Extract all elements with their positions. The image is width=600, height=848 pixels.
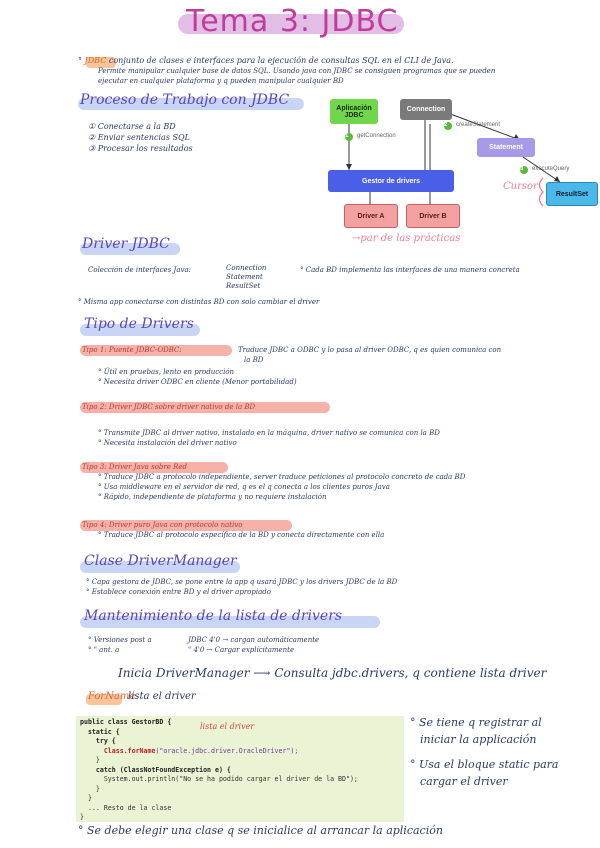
code-text-5: } — [80, 756, 100, 764]
code-text-1: public class GestorBD { — [80, 718, 172, 726]
code-text-11: } — [80, 813, 84, 821]
mant-heading: Mantenimiento de la lista de drivers — [84, 608, 343, 624]
driver-jdbc-note: ° Misma app conectarse con distintas BD con solo cambiar el driver — [78, 298, 320, 306]
statement-box: Statement — [477, 138, 535, 157]
code-text-7: System.out.println("No se ha podido cargar el driver de la BD"); — [80, 775, 358, 783]
mant-row1-b: JDBC 4'0 → cargan automáticamente — [188, 636, 320, 644]
code-text-8: } — [80, 784, 100, 793]
code-forname: Class.forName — [80, 746, 156, 755]
driver-a-box: Driver A — [344, 204, 398, 228]
code-line-3 — [80, 737, 400, 747]
tipo3-bullet-2: ° Usa middleware en el servidor de red, q es el q conecta a los clientes puros Java — [98, 483, 390, 491]
proceso-step-3: ③ Procesar los resultados — [88, 144, 193, 153]
gestor-box: Gestor de drivers — [328, 170, 454, 192]
driver-jdbc-iface-3: ResultSet — [226, 282, 261, 290]
driver-jdbc-iface-2: Statement — [226, 273, 263, 281]
arrow2-label: createStatement — [456, 122, 501, 128]
tipo4-bullet-1: ° Traduce JDBC al protocolo específico de la BD y conecta directamente con ella — [98, 531, 385, 539]
note-2b: cargar el driver — [420, 775, 508, 788]
app-box: Aplicación JDBC — [330, 99, 378, 124]
code-block — [76, 716, 404, 822]
code-annotation: lista el driver — [200, 722, 255, 731]
resultset-box: ResultSet — [546, 182, 598, 206]
tipo4-title: Tipo 4: Driver puro Java con protocolo nativo — [82, 521, 243, 529]
page-title: Tema 3: JDBC — [186, 4, 399, 39]
arrow1-num: 1 — [345, 133, 349, 139]
code-line-6 — [80, 766, 400, 776]
tipo2-bullet-1: ° Transmite JDBC al driver nativo, instalado en la máquina, driver nativo se comunica con la BD — [98, 429, 440, 437]
intro-term: JDBC — [84, 56, 107, 65]
code-text-9: } — [80, 794, 92, 802]
tipo1-text2: la BD — [244, 356, 264, 364]
tipo3-bullet-1: ° Traduce JDBC a protocolo independiente, server traduce peticiones al protocolo concreto de cada BD — [98, 473, 466, 481]
tipo3-title: Tipo 3: Driver Java sobre Red — [82, 463, 187, 471]
driver-jdbc-col3: ° Cada BD implementa las interfaces de una manera concreta — [300, 266, 520, 274]
code-line-10 — [80, 804, 400, 814]
note-1: ° Se tiene q registrar al — [410, 716, 542, 729]
note-1b: iniciar la applicación — [420, 733, 537, 746]
intro-line3: ejecutar en cualquier plataforma y q pueden manipular cualquier BD — [98, 77, 344, 85]
cursor-brace — [540, 178, 544, 206]
driver-jdbc-heading: Driver JDBC — [82, 236, 170, 252]
diagram-arrows — [0, 0, 600, 260]
code-text-10: ... Resto de la clase — [80, 803, 172, 812]
arrow3-label: executeQuery — [532, 166, 570, 172]
forname-label: ForName — [88, 691, 136, 702]
note-2: ° Usa el bloque static para — [410, 758, 559, 771]
tipo1-bullet-1: ° Útil en pruebas, lento en producción — [98, 368, 235, 376]
code-line-7 — [80, 775, 400, 785]
driver-b-box: Driver B — [406, 204, 460, 228]
forname-text: lista el driver — [128, 691, 196, 702]
final-note: ° Se debe elegir una clase q se inicialice al arrancar la aplicación — [78, 824, 443, 837]
intro-line1: conjunto de clases e interfaces para la ejecución de consultas SQL en el CLI de Java. — [108, 56, 454, 65]
code-line-5 — [80, 756, 400, 766]
code-text-4: ("oracle.jdbc.driver.OracleDriver"); — [155, 746, 299, 755]
code-line-8 — [80, 785, 400, 795]
mant-row1-a: ° Versiones post a — [88, 636, 152, 644]
driver-jdbc-iface-1: Connection — [226, 264, 267, 272]
driver-jdbc-col1: Colección de interfaces Java: — [88, 266, 191, 274]
tipo2-title: Tipo 2: Driver JDBC sobre driver nativo de la BD — [82, 403, 256, 411]
clase-bullet-1: ° Capa gestora de JDBC, se pone entre la app q usará JDBC y los drivers JDBC de la BD — [86, 578, 398, 586]
intro-line2: Permite manipular cualquier base de datos SQL. Usando java con JDBC se consiguen programas que se pueden — [98, 67, 496, 75]
tipo1-bullet-2: ° Necesita driver ODBC en cliente (Menor portabilidad) — [98, 378, 297, 386]
code-line-4 — [80, 747, 400, 757]
code-line-9 — [80, 794, 400, 804]
clase-bullet-2: ° Establece conexión entre BD y el driver apropiado — [86, 588, 271, 596]
connection-box: Connection — [400, 99, 452, 120]
code-text-3: try { — [80, 737, 116, 745]
cursor-note: Cursor — [503, 181, 538, 192]
arrow3-num: 3 — [520, 166, 524, 172]
inicia-line: Inicia DriverManager ⟶ Consulta jdbc.drivers, q contiene lista driver — [118, 666, 547, 680]
pair-note: →par de las prácticas — [352, 233, 461, 244]
code-text-2: static { — [80, 727, 120, 736]
proceso-step-2: ② Enviar sentencias SQL — [88, 133, 190, 142]
intro-bullet: ° JDBC conjunto de clases e interfaces para la ejecución de consultas SQL en el CLI de Java. — [78, 56, 454, 65]
code-text-6: catch (ClassNotFoundException e) { — [80, 765, 231, 774]
arrow1-label: getConnection — [357, 133, 396, 139]
proceso-heading: Proceso de Trabajo con JDBC — [80, 92, 290, 108]
tipo1-title: Tipo 1: Puente JDBC-ODBC: — [82, 346, 182, 354]
tipo3-bullet-3: ° Rápido, independiente de plataforma y no requiere instalación — [98, 493, 327, 501]
tipo1-text: Traduce JDBC a ODBC y lo pasa al driver ODBC, q es quien comunica con — [238, 346, 502, 354]
proceso-step-1: ① Conectarse a la BD — [88, 122, 176, 131]
tipo2-bullet-2: ° Necesita instalación del driver nativo — [98, 439, 237, 447]
tipos-heading: Tipo de Drivers — [84, 316, 194, 332]
arrow2-num: 2 — [444, 122, 448, 128]
mant-row2-b: " 4'0 → Cargar explícitamente — [188, 646, 295, 654]
mant-row2-a: ° " ant. a — [88, 646, 120, 654]
code-line-11 — [80, 813, 400, 823]
clase-heading: Clase DriverManager — [84, 553, 237, 569]
